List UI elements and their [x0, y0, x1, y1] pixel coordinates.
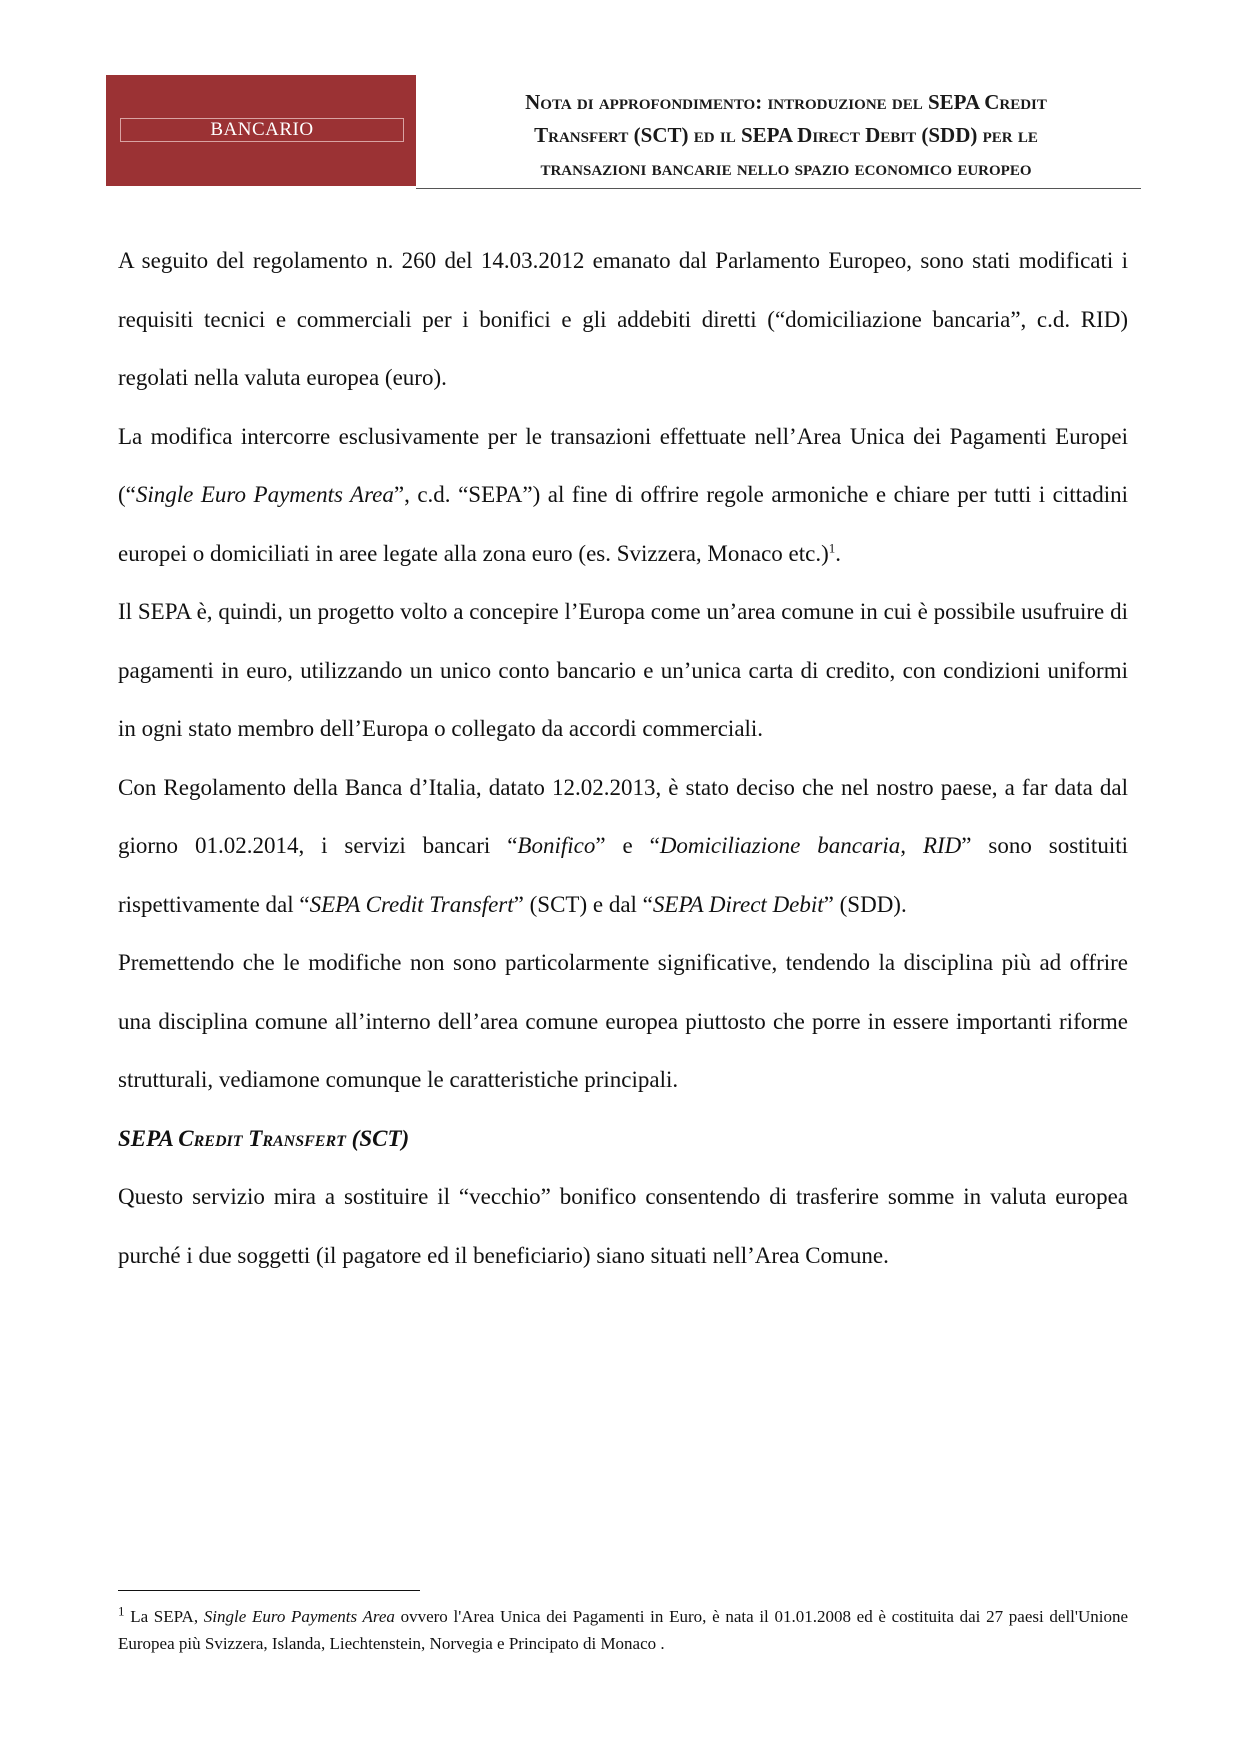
paragraph-5: Premettendo che le modifiche non sono particolarmente significative, tendendo la disciplina più ad offrire una disciplina comune all’interno dell’area comune europea piuttosto che porre in essere importanti riforme strutturali, vediamone comunque le caratteristiche principali. — [118, 950, 1128, 1092]
footnote — [118, 1603, 1128, 1657]
text-run: ovvero l'Area Unica dei Pagamenti in Euro, è nata il 01.01.2008 ed è costituita dai 27 paesi dell'Unione Europea più Svizzera, Islanda, Liechtenstein, Norvegia e Principato di Monaco . — [118, 1607, 1128, 1653]
italic-term: Bonifico — [517, 833, 596, 858]
paragraph-3: Il SEPA è, quindi, un progetto volto a concepire l’Europa come un’area comune in cui è possibile usufruire di pagamenti in euro, utilizzando un unico conto bancario e un’unica carta di credito, con condizioni uniformi in ogni stato membro dell’Europa o collegato da accordi commerciali. — [118, 599, 1128, 741]
text-run: ” (SDD). — [823, 891, 907, 917]
text-run: La modifica intercorre esclusivamente per le transazioni effettuate nell’Area Unica dei Pagamenti Europei (“ — [118, 423, 1128, 507]
footnote-reference[interactable]: 1 — [828, 539, 836, 555]
text-run: ” e “ — [595, 833, 660, 858]
footnote-text — [118, 1603, 1128, 1657]
document-body — [118, 232, 1128, 1285]
title-line-2: Transfert (SCT) ed il SEPA Direct Debit (SDD) per le — [534, 123, 1038, 147]
section-label: BANCARIO — [120, 118, 404, 142]
italic-term: Domiciliazione bancaria, RID — [659, 833, 962, 858]
paragraph-4 — [118, 759, 1128, 935]
italic-term: SEPA Credit Transfert — [309, 891, 514, 917]
title-line-3: transazioni bancarie nello spazio economico europeo — [540, 156, 1032, 180]
italic-term: Single Euro Payments Area — [135, 482, 394, 507]
italic-term: Single Euro Payments Area — [203, 1607, 395, 1626]
text-run: ” sono sostituiti rispettivamente dal “ — [118, 833, 1128, 917]
text-run: . — [835, 540, 842, 566]
italic-term: SEPA Direct Debit — [652, 891, 824, 917]
section-subheading: SEPA Credit Transfert (SCT) — [118, 1125, 410, 1151]
paragraph-2 — [118, 408, 1128, 584]
paragraph-6: Questo servizio mira a sostituire il “vecchio” bonifico consentendo di trasferire somme in valuta europea purché i due soggetti (il pagatore ed il beneficiario) siano situati nell’Area Comune. — [118, 1184, 1128, 1268]
text-run: La SEPA, — [124, 1607, 204, 1626]
header-rule — [416, 188, 1141, 189]
paragraph-1: A seguito del regolamento n. 260 del 14.03.2012 emanato dal Parlamento Europeo, sono stati modificati i requisiti tecnici e commerciali per i bonifici e gli addebiti diretti (“domiciliazione bancaria”, c.d. RID) regolati nella valuta europea (euro). — [118, 248, 1128, 390]
text-run: ”, c.d. “SEPA”) al fine di offrire regole armoniche e chiare per tutti i cittadini europei o domiciliati in aree legate alla zona euro (es. Svizzera, Monaco etc.) — [118, 482, 1128, 566]
title-line-1: Nota di approfondimento: introduzione del SEPA Credit — [525, 90, 1047, 114]
document-title — [426, 86, 1146, 185]
text-run: ” (SCT) e dal “ — [513, 891, 653, 917]
text-run: Con Regolamento della Banca d’Italia, datato 12.02.2013, è stato deciso che nel nostro paese, a far data dal giorno 01.02.2014, i servizi bancari “ — [118, 774, 1128, 858]
footnote-mark: 1 — [118, 1603, 125, 1619]
footnote-separator — [118, 1590, 420, 1591]
